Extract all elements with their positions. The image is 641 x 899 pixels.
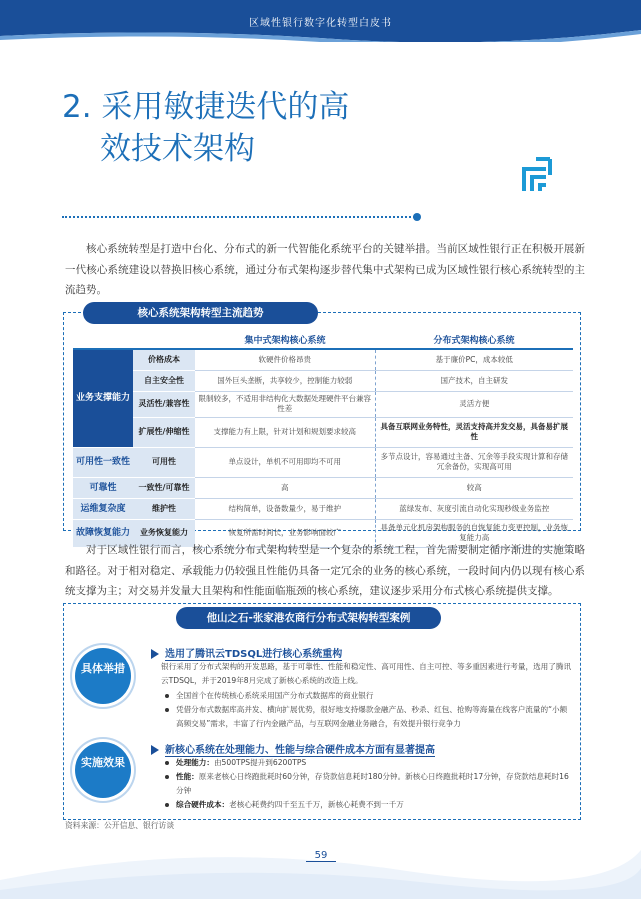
arrow-right-icon bbox=[151, 745, 159, 755]
cell-centralized: 单点设计，单机不可用即均不可用 bbox=[195, 447, 375, 477]
page-header bbox=[0, 0, 641, 42]
category-recovery: 故障恢复能力 bbox=[73, 519, 133, 547]
row-label: 扩展性/伸缩性 bbox=[133, 417, 195, 447]
row-label: 可用性 bbox=[133, 447, 195, 477]
table-row bbox=[73, 447, 573, 477]
arrow-right-icon bbox=[151, 649, 159, 659]
results-list bbox=[161, 756, 573, 812]
measures-list bbox=[161, 689, 573, 731]
title-divider bbox=[62, 216, 418, 218]
section-title-line1: 2. 采用敏捷迭代的高 bbox=[62, 89, 350, 125]
cell-distributed: 具备单元化机房架构服务的自恢复能力变更控制，业务恢复能力高 bbox=[375, 519, 573, 547]
row-label: 维护性 bbox=[133, 498, 195, 519]
cell-distributed: 具备互联网业务特性，灵活支持高并发交易，具备易扩展性 bbox=[375, 417, 573, 447]
cell-distributed: 较高 bbox=[375, 477, 573, 498]
cell-centralized: 结构简单，设备数量少，易于维护 bbox=[195, 498, 375, 519]
row-label: 自主安全性 bbox=[133, 370, 195, 391]
page-number: 59 bbox=[306, 850, 336, 862]
cell-distributed: 基于廉价PC，成本较低 bbox=[375, 349, 573, 370]
measures-heading: 选用了腾讯云TDSQL进行核心系统重构 bbox=[151, 645, 342, 660]
cell-centralized: 恢复所需时间长，业务影响面较广 bbox=[195, 519, 375, 547]
table-row bbox=[73, 417, 573, 447]
table-row bbox=[73, 391, 573, 417]
list-item: 全国首个在传统核心系统采用国产分布式数据库的商业银行 bbox=[161, 689, 573, 703]
cell-centralized: 软硬件价格昂贵 bbox=[195, 349, 375, 370]
cell-distributed: 蓝绿发布、灰度引流自动化实现秒级业务监控 bbox=[375, 498, 573, 519]
list-item: 处理能力：由500TPS提升到6200TPS bbox=[161, 756, 573, 770]
intro-paragraph: 核心系统转型是打造中台化、分布式的新一代智能化系统平台的关键举措。当前区域性银行正在积极开展新一代核心系统建设以替换旧核心系统，通过分布式架构逐步替代集中式架构已成为区域性银行核心系统转型的主流趋势。 bbox=[65, 243, 585, 296]
measures-text: 银行采用了分布式架构的开发思路，基于可靠性、性能和稳定性、高可用性、自主可控、等多重因素进行考量，选用了腾讯云TDSQL，并于2019年8月完成了新核心系统的改造上线。 bbox=[161, 662, 572, 685]
list-item: 综合硬件成本：老核心耗费约四千至五千万，新核心耗费不到一千万 bbox=[161, 798, 573, 812]
category-consistency: 可靠性 bbox=[73, 477, 133, 498]
cell-centralized: 国外巨头垄断，共享较少，控制能力较弱 bbox=[195, 370, 375, 391]
row-label: 一致性/可靠性 bbox=[133, 477, 195, 498]
source-note: 资料来源：公开信息、银行访谈 bbox=[65, 821, 175, 830]
architecture-comparison-table bbox=[73, 330, 573, 548]
col-centralized-header: 集中式架构核心系统 bbox=[195, 330, 375, 349]
title-divider-dot bbox=[413, 213, 421, 221]
list-item: 凭借分布式数据库高并发、横向扩展优势，很好地支持爆款金融产品、秒杀、红包、抢购等海量在线客户流量的“小额高频交易”需求，丰富了行内金融产品，与互联网金融业务融合，有效提升银行竞争力 bbox=[161, 703, 573, 731]
row-label: 价格成本 bbox=[133, 349, 195, 370]
trend-box-tag: 核心系统架构转型主流趋势 bbox=[83, 302, 318, 324]
section-title-line2: 效技术架构 bbox=[100, 131, 255, 167]
table-row bbox=[73, 370, 573, 391]
results-heading: 新核心系统在处理能力、性能与综合硬件成本方面有显著提高 bbox=[151, 741, 435, 756]
table-row bbox=[73, 477, 573, 498]
header-title: 区域性银行数字化转型白皮书 bbox=[249, 18, 392, 29]
table-row bbox=[73, 498, 573, 519]
cell-distributed: 国产技术，自主研发 bbox=[375, 370, 573, 391]
category-business: 业务支撑能力 bbox=[73, 349, 133, 447]
second-paragraph: 对于区域性银行而言，核心系统分布式架构转型是一个复杂的系统工程，首先需要制定循序渐进的实施策略和路径。对于相对稳定、承载能力仍较强且性能仍具备一定冗余的业务的核心系统，一段时间内仍以现有核心系统支撑为主；对交易并发量大且架构和性能面临瓶颈的核心系统，建议逐步采用分布式核心系统提供支撑。 bbox=[65, 544, 585, 597]
measures-badge: 具体举措 bbox=[75, 648, 131, 704]
table-row bbox=[73, 349, 573, 370]
col-distributed-header: 分布式架构核心系统 bbox=[375, 330, 573, 349]
results-badge: 实施效果 bbox=[75, 742, 131, 798]
category-availability: 可用性一致性 bbox=[73, 447, 133, 477]
section-title bbox=[62, 86, 349, 170]
case-box-tag: 他山之石-张家港农商行分布式架构转型案例 bbox=[176, 607, 441, 629]
list-item: 性能：原来老核心日终跑批耗时60分钟，存贷款信息耗时180分钟。新核心日终跑批耗时17分钟，存贷款结息耗时16分钟 bbox=[161, 770, 573, 798]
cell-distributed: 灵活方便 bbox=[375, 391, 573, 417]
cell-centralized: 高 bbox=[195, 477, 375, 498]
corner-arrow-icon bbox=[520, 155, 560, 195]
cell-distributed: 多节点设计，容易通过主备、冗余等手段实现计算和存储冗余备份，实现高可用 bbox=[375, 447, 573, 477]
cell-centralized: 支撑能力有上限，针对计划和规划要求较高 bbox=[195, 417, 375, 447]
row-label: 灵活性/兼容性 bbox=[133, 391, 195, 417]
cell-centralized: 限制较多，不适用非结构化大数据处理硬件平台兼容性差 bbox=[195, 391, 375, 417]
category-ops: 运维复杂度 bbox=[73, 498, 133, 519]
row-label: 业务恢复能力 bbox=[133, 519, 195, 547]
